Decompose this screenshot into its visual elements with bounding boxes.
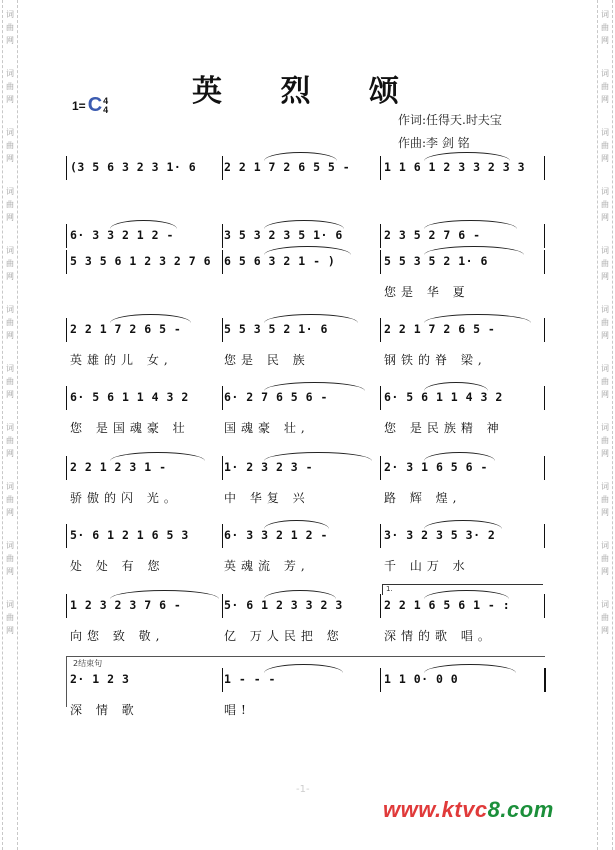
barline: [222, 318, 223, 342]
lyric-text: 亿 万人民把 您: [224, 629, 344, 643]
slur: [424, 452, 495, 461]
measure-notes: 6· 5 6 1 1 4 3 2: [70, 390, 189, 404]
watermark-text: 词 曲 网: [601, 128, 609, 163]
lyric-text: 英雄的儿 女,: [70, 353, 173, 367]
measure-notes: 2· 1 2 3: [70, 672, 130, 686]
lyric-text: 英魂流 芳,: [224, 559, 310, 573]
barline: [544, 224, 545, 248]
site-logo[interactable]: [383, 797, 554, 823]
right-watermark-strip: [597, 0, 613, 850]
lyric-text: 千 山万 水: [384, 559, 470, 573]
score-row: [66, 322, 546, 378]
slur: [424, 382, 488, 391]
lyric-text: 中 华复 兴: [224, 491, 310, 505]
watermark-text: 词 曲 网: [6, 541, 14, 576]
measure-notes: 2· 3 1 6 5 6 -: [384, 460, 488, 474]
key-letter: C: [87, 94, 103, 116]
barline: [380, 224, 381, 248]
watermark-text: 词 曲 网: [601, 423, 609, 458]
barline: [380, 250, 381, 274]
first-ending-label: 1.: [386, 585, 393, 593]
page-number: -1-: [296, 784, 310, 795]
measure-notes: 3 5 3 2 3 5 1· 6: [224, 228, 343, 242]
lyric-text: 钢铁的脊 梁,: [384, 353, 487, 367]
measure-notes: 5 5 3 5 2 1· 6: [224, 322, 328, 336]
slur: [264, 314, 358, 323]
time-denominator: 4: [103, 104, 109, 115]
watermark-text: 词 曲 网: [6, 364, 14, 399]
barline: [66, 594, 67, 618]
slur: [424, 220, 517, 229]
barline: [222, 250, 223, 274]
lyric-text: 处 处 有 您: [70, 559, 165, 573]
lyric-text: 向您 致 敬,: [70, 629, 165, 643]
measure-notes: 1 - - -: [224, 672, 276, 686]
barline: [544, 250, 545, 274]
slur: [264, 152, 337, 161]
score-row: [66, 254, 546, 310]
lyric-text: 您是 华 夏: [384, 285, 470, 299]
barline: [544, 318, 545, 342]
second-ending-label: 2结束句: [73, 659, 103, 668]
lyric-text: 深情的歌 唱。: [384, 629, 495, 643]
barline: [66, 156, 67, 180]
measure-notes: 5 5 3 5 2 1· 6: [384, 254, 488, 268]
measure-notes: 2 2 1 6 5 6 1 - :: [384, 598, 511, 612]
watermark-text: 词 曲 网: [601, 187, 609, 222]
measure-notes: 2 2 1 7 2 6 5 -: [384, 322, 496, 336]
barline: [66, 318, 67, 342]
lyric-text: 深 情 歌: [70, 703, 139, 717]
lyricist-credit: 作词:任得天.时夫宝: [398, 113, 502, 127]
measure-notes: (3 5 6 3 2 3 1· 6: [70, 160, 197, 174]
measure-notes: 5· 6 1 2 3 3 2 3: [224, 598, 343, 612]
slur: [424, 520, 502, 529]
watermark-text: 词 曲 网: [601, 69, 609, 104]
barline: [66, 250, 67, 274]
barline: [544, 524, 545, 548]
lyric-text: 国魂豪 壮,: [224, 421, 310, 435]
barline: [222, 386, 223, 410]
measure-notes: 1 2 3 2 3 7 6 -: [70, 598, 182, 612]
barline: [380, 386, 381, 410]
slur: [110, 220, 177, 229]
barline: [222, 156, 223, 180]
measure-notes: 1 1 6 1 2 3 3 2 3 3: [384, 160, 526, 174]
second-ending-box: [66, 656, 545, 707]
watermark-text: 词 曲 网: [6, 600, 14, 635]
score-row: [66, 460, 546, 516]
measure-notes: 2 2 1 7 2 6 5 -: [70, 322, 182, 336]
barline: [380, 456, 381, 480]
measure-notes: 6 5 6 3 2 1 - ): [224, 254, 336, 268]
lyric-text: 路 辉 煌,: [384, 491, 462, 505]
watermark-text: 词 曲 网: [6, 187, 14, 222]
barline: [66, 386, 67, 410]
measure-notes: 2 2 1 2 3 1 -: [70, 460, 167, 474]
barline: [222, 224, 223, 248]
barline: [544, 386, 545, 410]
site-logo-part2: 8.com: [487, 797, 554, 822]
time-numerator: 4: [103, 95, 109, 106]
watermark-text: 词 曲 网: [601, 541, 609, 576]
lyric-text: 您 是国魂豪 壮: [70, 421, 190, 435]
slur: [424, 314, 531, 323]
watermark-text: 词 曲 网: [6, 10, 14, 45]
slur: [110, 314, 191, 323]
barline: [66, 524, 67, 548]
score-row: [66, 585, 546, 654]
watermark-text: 词 曲 网: [601, 305, 609, 340]
lyric-text: 唱!: [224, 703, 251, 717]
barline: [380, 156, 381, 180]
barline: [222, 594, 223, 618]
left-watermark-strip: [2, 0, 18, 850]
composer-credit: 作曲:李 剑 铭: [398, 136, 470, 150]
barline: [380, 318, 381, 342]
lyric-text: 您 是民族精 神: [384, 421, 504, 435]
measure-notes: 6· 3 3 2 1 2 -: [70, 228, 174, 242]
watermark-text: 词 曲 网: [6, 423, 14, 458]
watermark-text: 词 曲 网: [601, 482, 609, 517]
barline: [544, 456, 545, 480]
slur: [110, 452, 205, 461]
song-title: 英 烈 颂: [192, 74, 423, 109]
measure-notes: 3· 3 2 3 5 3· 2: [384, 528, 496, 542]
watermark-text: 词 曲 网: [601, 10, 609, 45]
lyric-text: 您是 民 族: [224, 353, 310, 367]
barline: [544, 594, 545, 618]
barline: [66, 456, 67, 480]
slur: [264, 220, 344, 229]
measure-notes: 2 2 1 7 2 6 5 5 -: [224, 160, 351, 174]
watermark-text: 词 曲 网: [6, 128, 14, 163]
slur: [264, 520, 329, 529]
barline: [222, 524, 223, 548]
slur: [264, 382, 365, 391]
barline: [544, 156, 545, 180]
key-prefix: 1=: [72, 98, 86, 113]
barline: [66, 224, 67, 248]
site-logo-part1: www.ktvc: [383, 797, 488, 822]
watermark-text: 词 曲 网: [6, 482, 14, 517]
watermark-text: 词 曲 网: [601, 600, 609, 635]
score-row: [66, 160, 546, 216]
measure-notes: 2 3 5 2 7 6 -: [384, 228, 481, 242]
measure-notes: 6· 3 3 2 1 2 -: [224, 528, 328, 542]
measure-notes: 5· 6 1 2 1 6 5 3: [70, 528, 189, 542]
first-ending-bracket: [382, 584, 543, 595]
barline: [222, 456, 223, 480]
score-row: [66, 390, 546, 446]
measure-notes: 1 1 0· 0 0: [384, 672, 459, 686]
measure-notes: 5 3 5 6 1 2 3 2 7 6: [70, 254, 212, 268]
watermark-text: 词 曲 网: [6, 69, 14, 104]
slur: [424, 152, 510, 161]
watermark-text: 词 曲 网: [601, 364, 609, 399]
watermark-text: 词 曲 网: [6, 246, 14, 281]
barline: [380, 524, 381, 548]
watermark-text: 词 曲 网: [6, 305, 14, 340]
measure-notes: 6· 2 7 6 5 6 -: [224, 390, 328, 404]
lyric-text: 骄傲的闪 光。: [70, 491, 181, 505]
slur: [264, 590, 336, 599]
measure-notes: 6· 5 6 1 1 4 3 2: [384, 390, 503, 404]
barline: [380, 594, 381, 618]
score-row: [66, 528, 546, 584]
measure-notes: 1· 2 3 2 3 -: [224, 460, 314, 474]
slur: [110, 590, 219, 599]
slur: [264, 452, 372, 461]
watermark-text: 词 曲 网: [601, 246, 609, 281]
